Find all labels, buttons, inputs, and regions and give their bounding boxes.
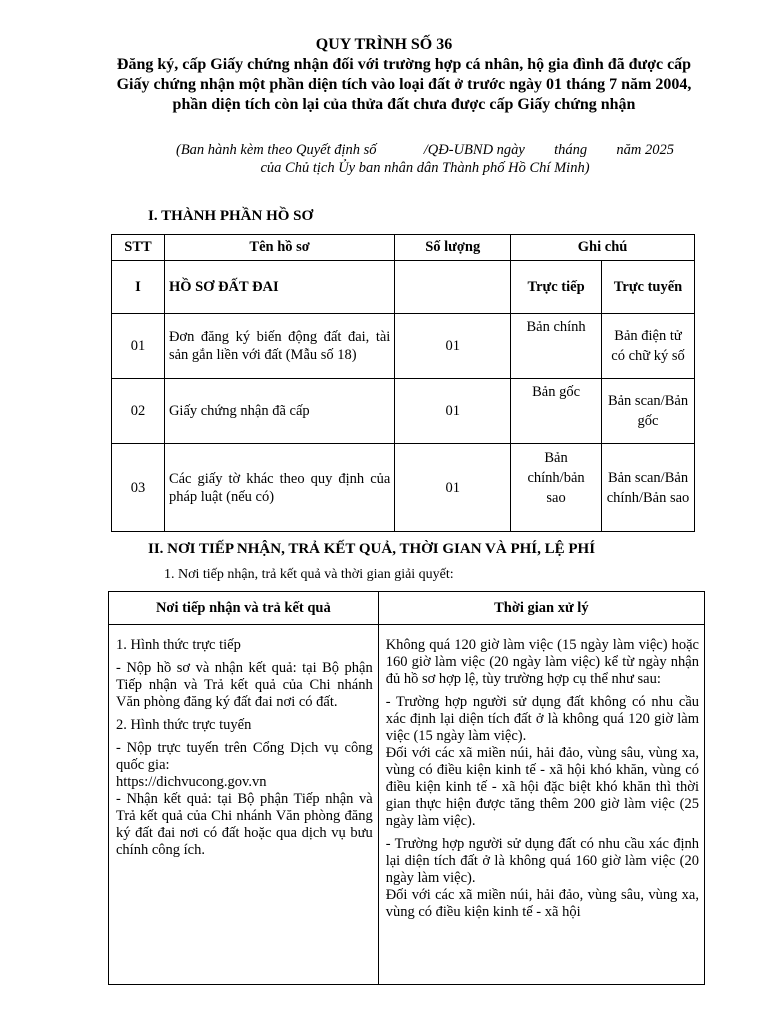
row-stt: 01	[112, 314, 165, 379]
time-case-1: - Trường hợp người sử dụng đất không có nhu cầu xác định lại diện tích đất ở là không quá 120 giờ làm việc (15 ngày làm việc).	[385, 694, 699, 744]
table-row	[112, 314, 695, 379]
processing-table	[108, 591, 705, 985]
issued-decision-code: /QĐ-UBND ngày	[423, 142, 525, 158]
issued-by-note	[130, 141, 720, 177]
row-online: Bản scan/Bản chính/Bản sao	[602, 444, 695, 532]
col-document-name: Tên hồ sơ	[164, 235, 394, 261]
col-notes: Ghi chú	[511, 235, 695, 261]
row-online: Bản scan/Bản gốc	[602, 379, 695, 444]
row-document-name: Các giấy tờ khác theo quy định của pháp luật (nếu có)	[164, 444, 394, 532]
group-stt: I	[112, 261, 165, 314]
table-row	[109, 625, 705, 985]
table-group-row	[112, 261, 695, 314]
direct-method-heading: 1. Hình thức trực tiếp	[116, 637, 241, 653]
documents-table	[111, 234, 695, 532]
subsection-heading: 1. Nơi tiếp nhận, trả kết quả và thời gian giải quyết:	[164, 567, 454, 582]
row-document-name: Giấy chứng nhận đã cấp	[164, 379, 394, 444]
section-heading-documents: I. THÀNH PHẦN HỒ SƠ	[148, 208, 314, 224]
direct-method-text: - Nộp hồ sơ và nhận kết quả: tại Bộ phận Tiếp nhận và Trả kết quả của Chi nhánh Văn phòng đăng ký đất đai nơi có đất.	[116, 660, 373, 710]
time-case-2-extension: Đối với các xã miền núi, hải đảo, vùng sâu, vùng xa, vùng có điều kiện kinh tế - xã hội	[385, 887, 699, 920]
row-quantity: 01	[395, 444, 511, 532]
col-quantity: Số lượng	[395, 235, 511, 261]
online-submit-text: - Nộp trực tuyến trên Cổng Dịch vụ công quốc gia: https://dichvucong.gov.vn	[116, 740, 373, 790]
row-online: Bản điện tử có chữ ký số	[602, 314, 695, 379]
document-subtitle: Đăng ký, cấp Giấy chứng nhận đối với trường hợp cá nhân, hộ gia đình đã được cấp Giấy chứng nhận một phần diện tích vào loại đất ở trước ngày 01 tháng 7 năm 2004, phần diện tích còn lại của thửa đất chưa được cấp Giấy chứng nhận	[116, 56, 692, 113]
group-name: HỒ SƠ ĐẤT ĐAI	[164, 261, 394, 314]
issued-month-text: tháng	[554, 142, 588, 158]
issued-authority: của Chủ tịch Ủy ban nhân dân Thành phố Hồ Chí Minh)	[260, 160, 590, 176]
online-method-heading: 2. Hình thức trực tuyến	[116, 717, 252, 733]
table-row	[112, 444, 695, 532]
time-case-1-extension: Đối với các xã miền núi, hải đảo, vùng sâu, vùng xa, vùng có điều kiện kinh tế - xã hội khó khăn, vùng có điều kiện kinh tế - xã hội đặc biệt khó khăn thì thời gian thực hiện được tăng thêm 200 giờ làm việc (25 ngày làm việc).	[385, 745, 699, 829]
row-quantity: 01	[395, 379, 511, 444]
row-quantity: 01	[395, 314, 511, 379]
table-row	[112, 379, 695, 444]
time-general: Không quá 120 giờ làm việc (15 ngày làm việc) hoặc 160 giờ làm việc (20 ngày làm việc) kể từ ngày nhận đủ hồ sơ hợp lệ, tùy trường hợp cụ thể như sau:	[385, 637, 699, 687]
col-processing-time: Thời gian xử lý	[378, 592, 704, 625]
row-direct: Bản chính	[511, 314, 602, 379]
table-header-row	[112, 235, 695, 261]
online-receive-text: - Nhận kết quả: tại Bộ phận Tiếp nhận và Trả kết quả của Chi nhánh Văn phòng đăng ký đất đai nơi có đất hoặc qua dịch vụ bưu chính công ích.	[116, 791, 373, 858]
col-place: Nơi tiếp nhận và trả kết quả	[109, 592, 379, 625]
time-case-2: - Trường hợp người sử dụng đất có nhu cầu xác định lại diện tích đất ở là không quá 160 giờ làm việc (20 ngày làm việc).	[385, 836, 699, 886]
issued-decision-text: (Ban hành kèm theo Quyết định số	[175, 142, 377, 158]
group-qty	[395, 261, 511, 314]
col-online: Trực tuyến	[602, 261, 695, 314]
place-cell	[109, 625, 379, 985]
table-header-row	[109, 592, 705, 625]
section-heading-submission: II. NƠI TIẾP NHẬN, TRẢ KẾT QUẢ, THỜI GIAN VÀ PHÍ, LỆ PHÍ	[148, 541, 596, 557]
row-stt: 03	[112, 444, 165, 532]
col-stt: STT	[112, 235, 165, 261]
portal-url: https://dichvucong.gov.vn	[116, 774, 267, 790]
time-cell	[378, 625, 704, 985]
row-stt: 02	[112, 379, 165, 444]
row-direct: Bản chính/bản sao	[511, 444, 602, 532]
row-document-name: Đơn đăng ký biến động đất đai, tài sản gắn liền với đất (Mẫu số 18)	[164, 314, 394, 379]
page-title: QUY TRÌNH SỐ 36	[315, 36, 453, 53]
issued-year-text: năm 2025	[616, 142, 675, 158]
col-direct: Trực tiếp	[511, 261, 602, 314]
row-direct: Bản gốc	[511, 379, 602, 444]
